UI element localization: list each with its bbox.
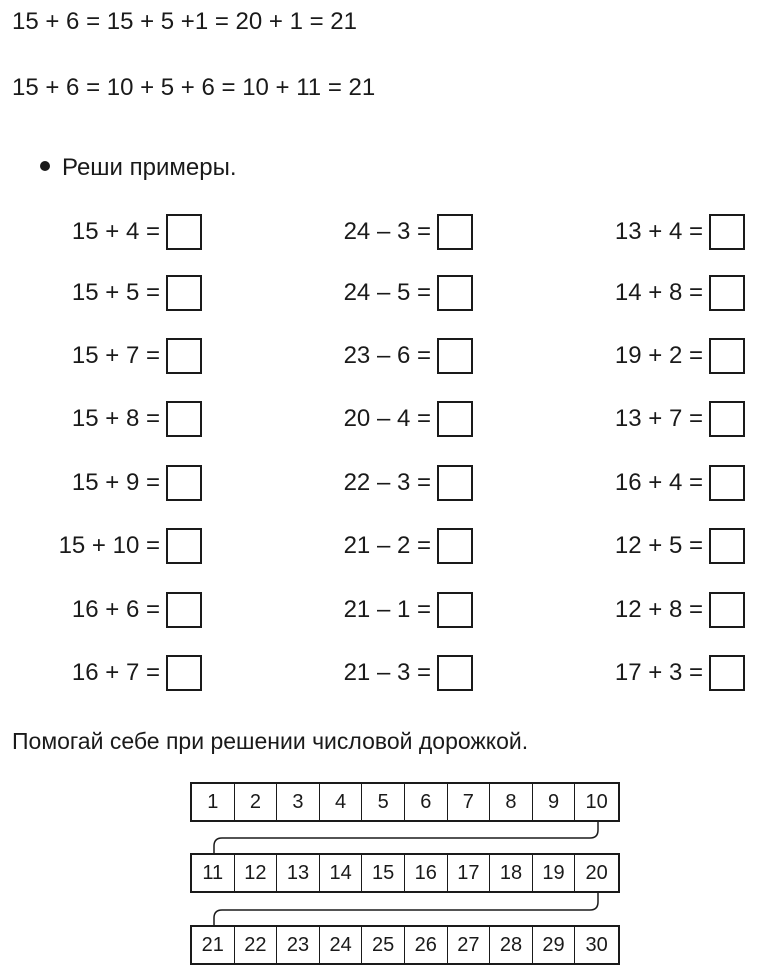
number-track-row-1 [190,782,620,822]
track-cell: 16 [405,855,448,891]
track-cell: 6 [405,784,448,820]
problem-expression: 16 + 6 = [71,596,160,623]
track-cell: 1 [192,784,235,820]
problem-expression: 19 + 2 = [614,342,703,369]
track-cell: 24 [320,927,363,963]
track-cell: 22 [235,927,278,963]
track-cell: 11 [192,855,235,891]
track-cell: 12 [235,855,278,891]
track-cell: 9 [533,784,576,820]
problem-expression: 22 – 3 = [343,469,431,496]
problem-expression: 13 + 4 = [614,218,703,245]
problem-expression: 15 + 9 = [71,469,160,496]
track-cell: 23 [277,927,320,963]
task-label: Реши примеры. [62,154,237,181]
problem-expression: 21 – 1 = [343,596,431,623]
number-track-row-3 [190,925,620,965]
problem-expression: 17 + 3 = [614,659,703,686]
track-cell: 13 [277,855,320,891]
problem-expression: 15 + 4 = [71,218,160,245]
problem-expression: 16 + 7 = [71,659,160,686]
problem-expression: 24 – 5 = [343,279,431,306]
problem-expression: 15 + 5 = [71,279,160,306]
problem-expression: 16 + 4 = [614,469,703,496]
track-cell: 25 [362,927,405,963]
hint-text: Помогай себе при решении числовой дорожкой. [12,728,529,754]
problem-expression: 15 + 8 = [71,405,160,432]
track-cell: 26 [405,927,448,963]
problem-expression: 13 + 7 = [614,405,703,432]
problem-expression: 20 – 4 = [343,405,431,432]
example-line-2: 15 + 6 = 10 + 5 + 6 = 10 + 11 = 21 [12,74,376,101]
track-cell: 15 [362,855,405,891]
connector-10-to-11 [214,822,598,853]
track-cell: 20 [585,861,608,884]
problem-expression: 24 – 3 = [343,218,431,245]
track-cell: 5 [362,784,405,820]
track-cell: 21 [192,927,235,963]
track-cell: 18 [490,855,533,891]
connector-20-to-21 [214,893,598,925]
problem-expression: 15 + 7 = [71,342,160,369]
problem-expression: 12 + 5 = [614,532,703,559]
track-cell: 29 [533,927,576,963]
problem-expression: 23 – 6 = [343,342,431,369]
problem-expression: 12 + 8 = [614,596,703,623]
problem-expression: 15 + 10 = [58,532,160,559]
example-line-1: 15 + 6 = 15 + 5 +1 = 20 + 1 = 21 [12,8,357,35]
track-cell: 30 [585,933,608,956]
number-track-row-2 [190,853,620,893]
track-cell: 3 [277,784,320,820]
track-cell: 28 [490,927,533,963]
track-cell: 10 [585,790,608,813]
track-cell: 7 [448,784,491,820]
track-cell: 27 [448,927,491,963]
track-cell: 2 [235,784,278,820]
problem-expression: 14 + 8 = [614,279,703,306]
track-cell: 17 [448,855,491,891]
track-cell: 8 [490,784,533,820]
track-cell: 4 [320,784,363,820]
problem-expression: 21 – 3 = [343,659,431,686]
track-cell: 14 [320,855,363,891]
track-cell: 19 [533,855,576,891]
problem-expression: 21 – 2 = [343,532,431,559]
